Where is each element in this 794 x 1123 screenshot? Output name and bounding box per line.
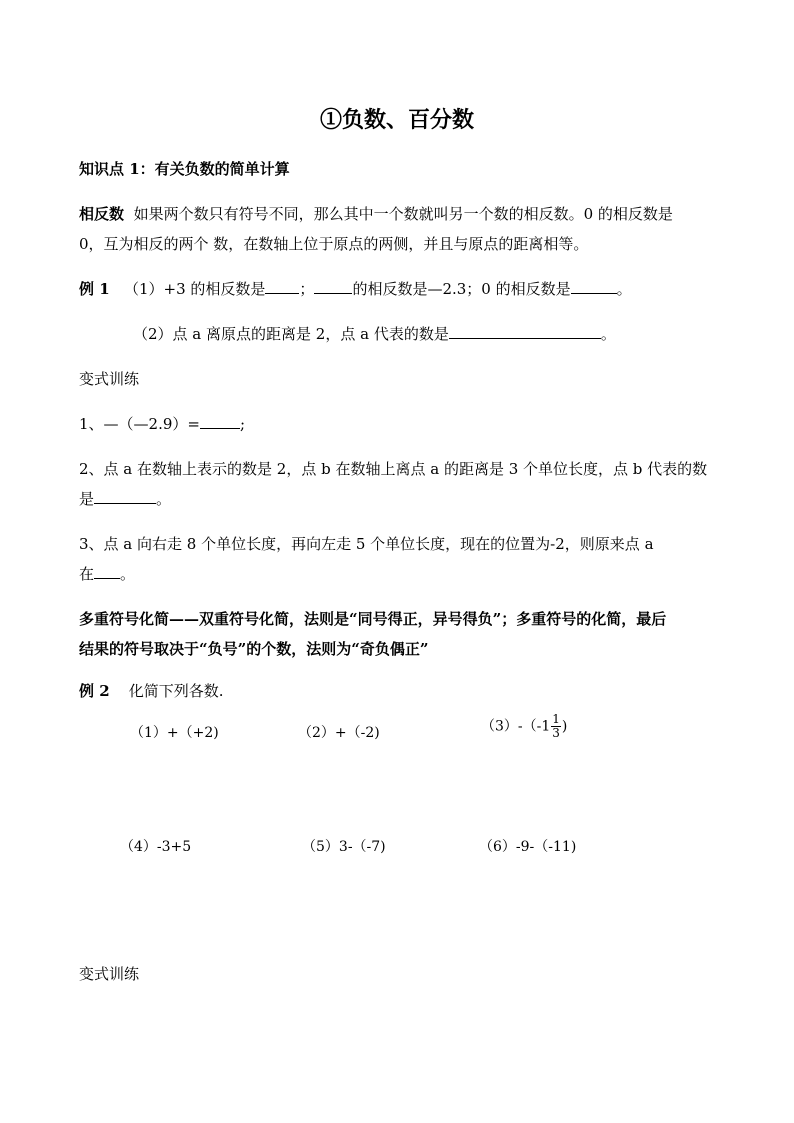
example1-label: 例 1 <box>79 280 110 298</box>
practice-q1 <box>79 413 245 434</box>
definition-text: 如果两个数只有符号不同，那么其中一个数就叫另一个数的相反数。0 的相反数是 <box>133 205 673 223</box>
example1-part2-end: 。 <box>600 325 616 343</box>
exercise-item <box>481 713 567 740</box>
example1-part2 <box>133 323 616 344</box>
exercise-item: （1）+（+2) <box>130 725 219 741</box>
answer-blank[interactable] <box>94 564 120 579</box>
rule-line-1: 多重符号化简——双重符号化简，法则是“同号得正，异号得负”；多重符号的化简，最后 <box>79 610 667 628</box>
example1-part1-text-2: 的相反数是—2.3；0 的相反数是 <box>352 280 571 298</box>
fraction <box>551 713 561 740</box>
fraction-denominator: 3 <box>552 726 560 740</box>
definition-line-1 <box>79 203 673 224</box>
answer-blank[interactable] <box>265 279 299 294</box>
example1-part1 <box>79 278 632 299</box>
answer-blank[interactable] <box>449 324 601 339</box>
exercise-item: （6）-9-（-11) <box>479 839 577 855</box>
rule-line-2: 结果的符号取决于“负号”的个数，法则为“奇负偶正” <box>79 640 429 658</box>
example1-end: 。 <box>616 280 632 298</box>
practice-heading-2: 变式训练 <box>79 965 140 983</box>
exercise-item-text: （3）-（-1 <box>481 718 551 735</box>
fraction-numerator: 1 <box>552 712 560 726</box>
answer-blank[interactable] <box>200 414 240 429</box>
definition-term: 相反数 <box>79 205 125 223</box>
practice-q3-line-1: 3、点 a 向右走 8 个单位长度，再向左走 5 个单位长度，现在的位置为-2，则原来点 a <box>79 535 654 553</box>
example2-label: 例 2 <box>79 682 110 700</box>
practice-q3-end: 。 <box>120 565 136 583</box>
example1-part1-text: （1）+3 的相反数是 <box>123 280 266 298</box>
exercise-item: （4）-3+5 <box>120 839 192 855</box>
exercise-item: （5）3-（-7) <box>302 839 386 855</box>
example1-separator: ； <box>299 280 315 298</box>
practice-heading: 变式训练 <box>79 370 140 388</box>
practice-q2-end: 。 <box>156 490 172 508</box>
practice-q3-text: 在 <box>79 565 95 583</box>
definition-line-2: 0，互为相反的两个 数，在数轴上位于原点的两侧，并且与原点的距离相等。 <box>79 235 589 253</box>
example1-part2-text: （2）点 a 离原点的距离是 2，点 a 代表的数是 <box>133 325 449 343</box>
answer-blank[interactable] <box>571 279 617 294</box>
practice-q2-text: 是 <box>79 490 95 508</box>
example2-instruction: 化简下列各数. <box>128 682 224 700</box>
answer-blank[interactable] <box>94 489 156 504</box>
example2-header <box>79 680 224 701</box>
practice-q2-line-1: 2、点 a 在数轴上表示的数是 2，点 b 在数轴上离点 a 的距离是 3 个单位长度，点 b 代表的数 <box>79 460 708 478</box>
answer-blank[interactable] <box>314 279 352 294</box>
exercise-item-close: ) <box>561 718 568 735</box>
practice-q3-line-2 <box>79 563 135 584</box>
practice-q1-text: 1、—（—2.9）= <box>79 415 200 433</box>
page-title: ①负数、百分数 <box>319 107 474 133</box>
practice-q2-line-2 <box>79 488 171 509</box>
practice-q1-end: ; <box>239 415 246 433</box>
section-heading: 知识点 1：有关负数的简单计算 <box>79 160 290 178</box>
exercise-item: （2）+（-2) <box>298 725 380 741</box>
